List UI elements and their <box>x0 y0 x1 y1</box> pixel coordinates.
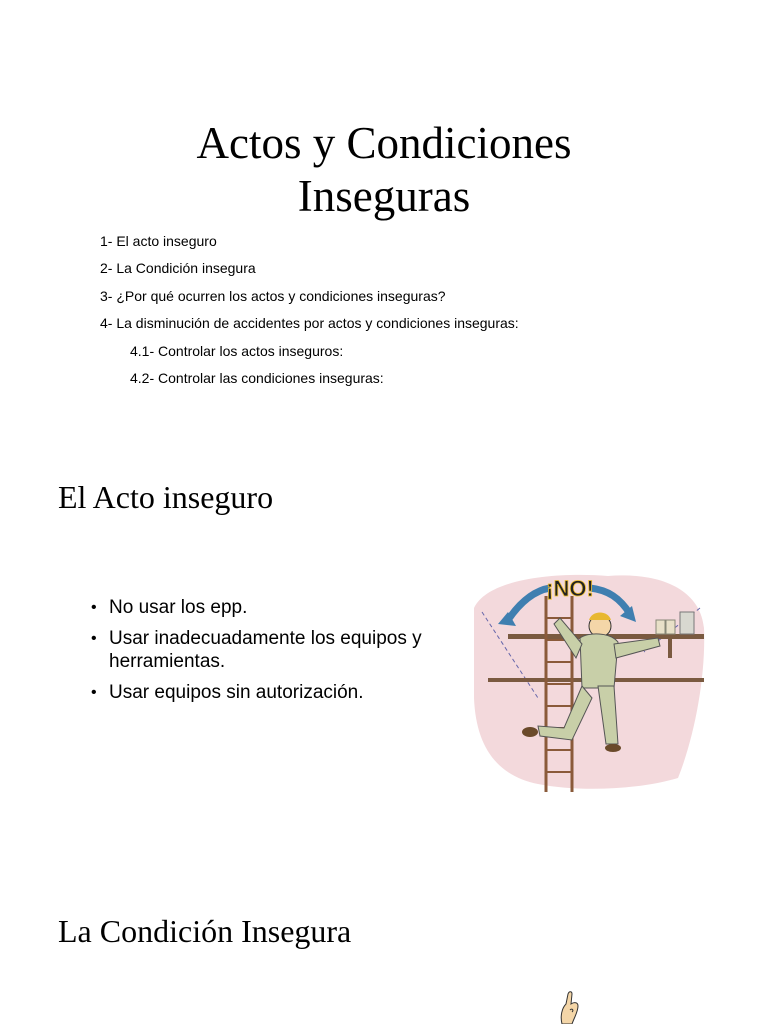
bullet-item <box>91 681 431 704</box>
bullet-list <box>91 596 431 712</box>
box-icon <box>666 620 675 634</box>
bullet-dot-icon: • <box>91 630 97 647</box>
toc-item-3 <box>100 285 519 312</box>
toc-text: La Condición insegura <box>112 260 256 277</box>
toc-number: 4.1- <box>130 342 155 359</box>
toc-text: Controlar los actos inseguros: <box>154 342 344 359</box>
toc-item-4-2 <box>100 367 519 394</box>
toc-item-4 <box>100 312 519 339</box>
section-heading-acto-inseguro: El Acto inseguro <box>58 479 274 515</box>
ladder-worker-illustration <box>468 568 706 792</box>
slide-title-line-2: Inseguras <box>297 171 471 221</box>
toc-item-1 <box>100 230 519 257</box>
bullet-dot-icon: • <box>91 599 97 616</box>
section-heading-condicion-insegura: La Condición Insegura <box>58 913 352 949</box>
toc-number: 1- <box>100 233 113 249</box>
toc-number: 4.2- <box>130 369 155 386</box>
toc-text: La disminución de accidentes por actos y condiciones inseguras: <box>112 315 519 332</box>
bullet-text: No usar los epp. <box>109 597 248 618</box>
no-sign: ¡NO! <box>546 576 594 601</box>
bullet-item <box>91 627 431 673</box>
toc-number: 2- <box>100 260 113 277</box>
toc-item-4-1 <box>100 340 519 367</box>
toc-text: El acto inseguro <box>112 233 217 249</box>
toc-number: 4- <box>100 315 113 332</box>
bullet-dot-icon: • <box>91 684 97 701</box>
bullet-item <box>91 596 431 619</box>
shelf-bracket <box>668 638 672 658</box>
table-of-contents <box>100 230 519 394</box>
hand-illustration <box>548 988 588 1024</box>
box-icon <box>680 612 694 634</box>
slide-title-line-1: Actos y Condiciones <box>196 118 572 168</box>
bullet-text: Usar equipos sin autorización. <box>109 682 364 703</box>
toc-number: 3- <box>100 287 113 304</box>
toc-text: Controlar las condiciones inseguras: <box>154 369 384 386</box>
toc-text: ¿Por qué ocurren los actos y condiciones inseguras? <box>112 287 446 304</box>
box-icon <box>656 620 665 634</box>
toc-item-2 <box>100 257 519 284</box>
bullet-text: Usar inadecuadamente los equipos y herramientas. <box>109 628 422 672</box>
